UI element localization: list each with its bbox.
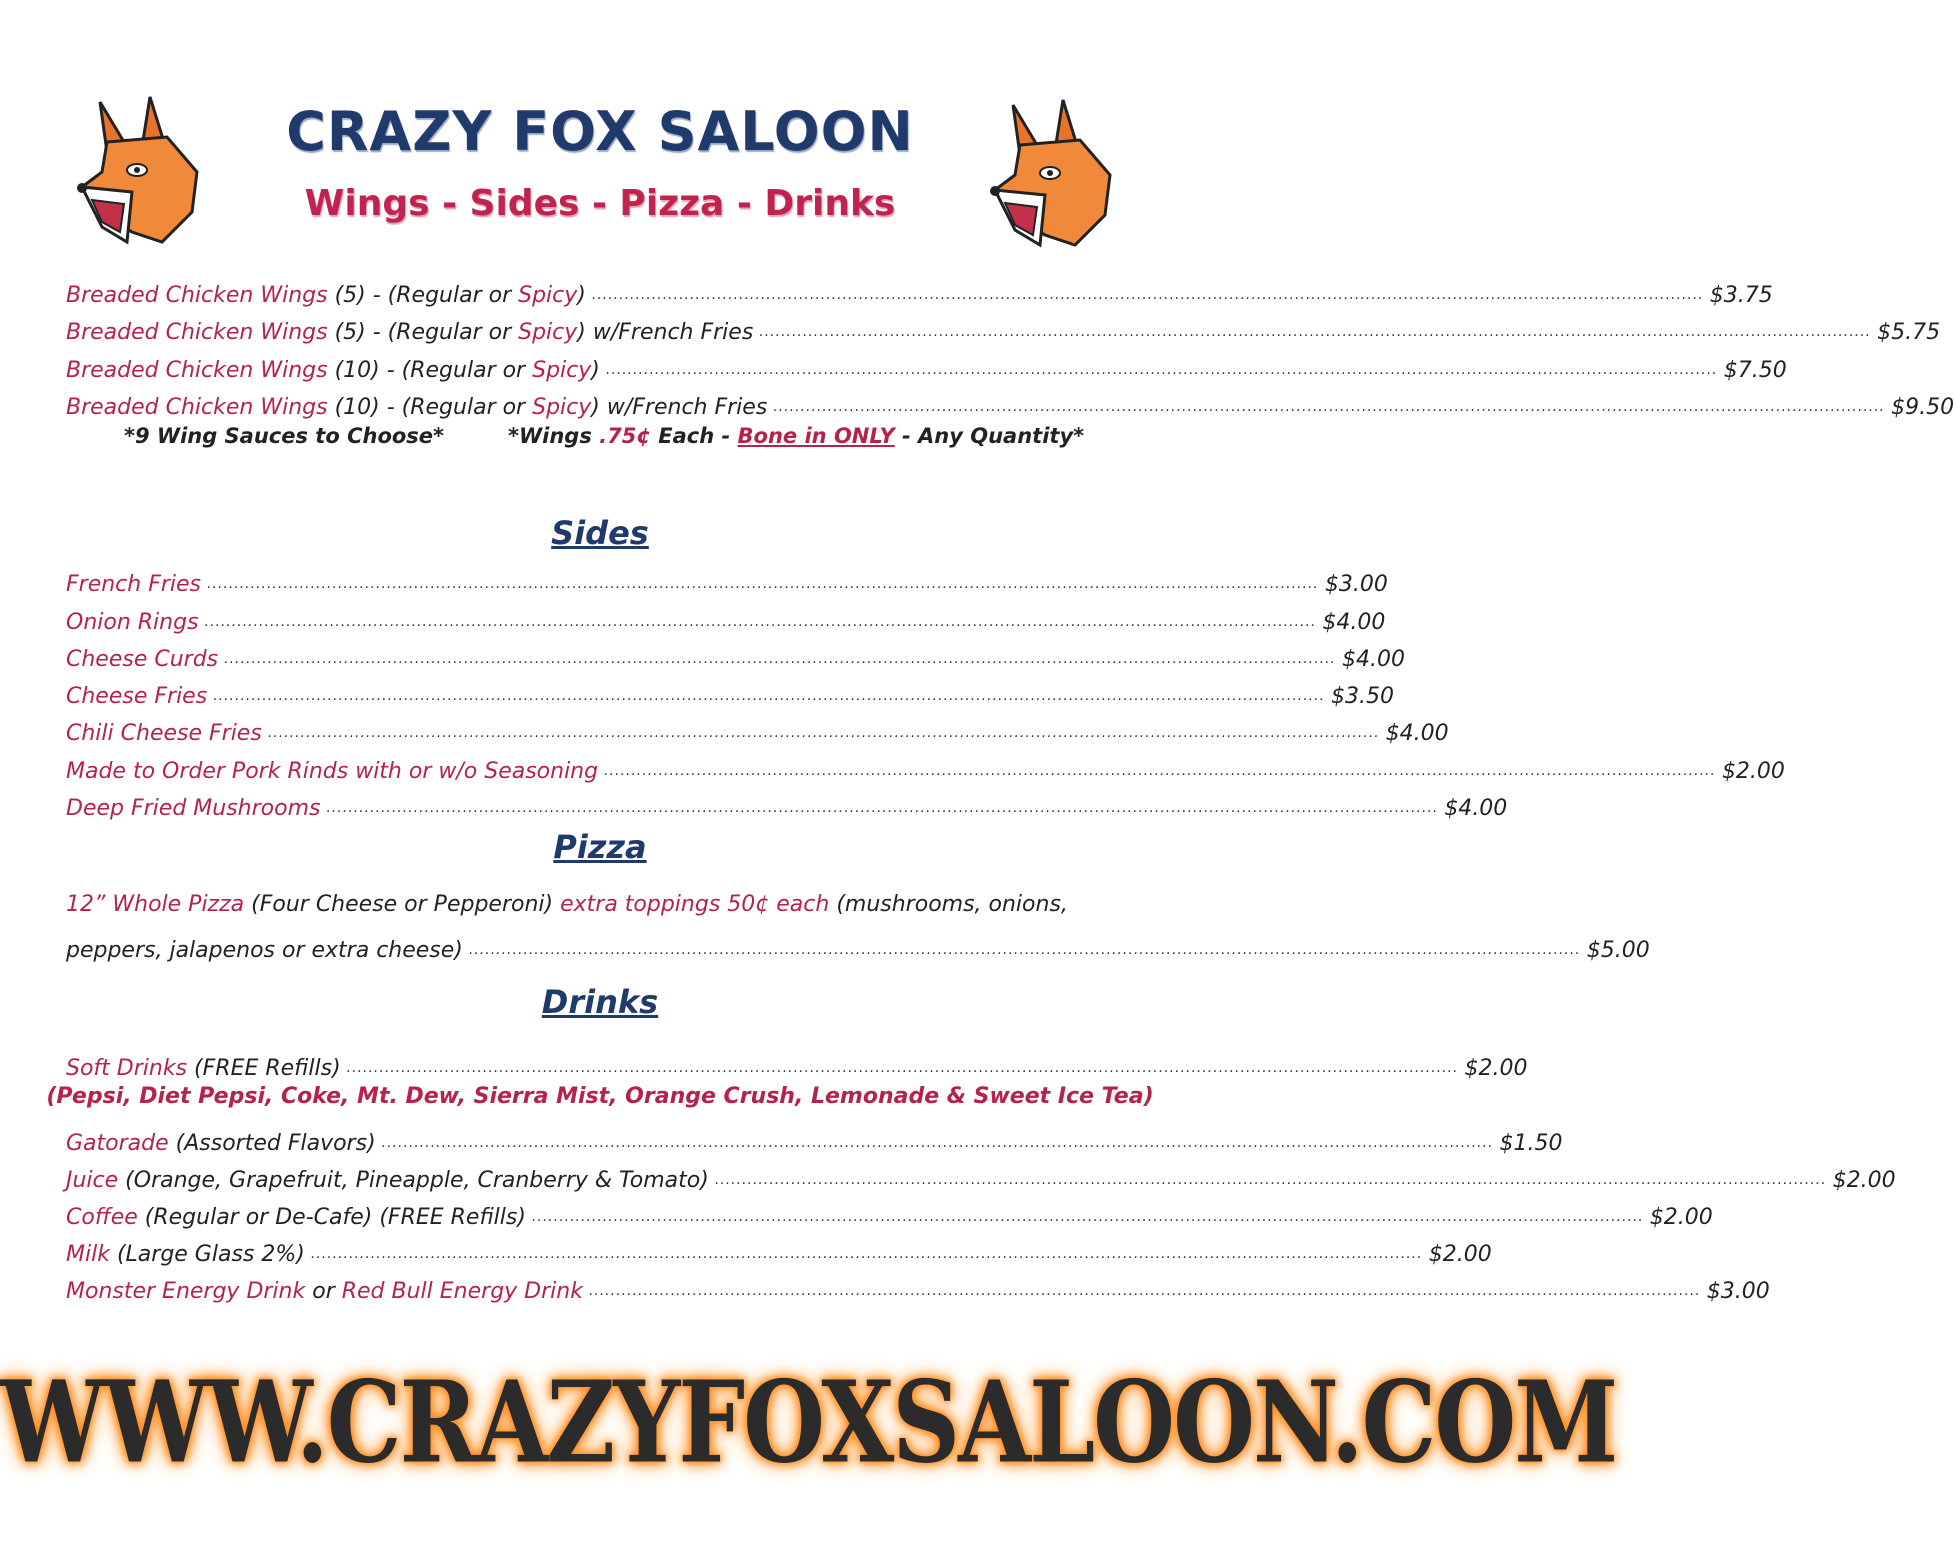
price: $5.75: [1877, 320, 1941, 345]
menu-item: Milk (Large Glass 2%) ..... $2.00: [66, 1233, 1118, 1267]
wing-sauces-note: *9 Wing Sauces to Choose*: [124, 424, 445, 448]
menu-item: Deep Fried Mushrooms ..... $4.00: [66, 787, 1118, 821]
price: $3.75: [1709, 283, 1773, 308]
menu-item: Cheese Fries ..... $3.50: [66, 675, 1118, 709]
menu-item: Coffee (Regular or De-Cafe) (FREE Refills) ..... $2.00: [66, 1196, 1118, 1230]
price: $9.50: [1891, 395, 1954, 420]
menu-item: Made to Order Pork Rinds with or w/o Seasoning ..... $2.00: [66, 750, 1118, 784]
menu-item: Gatorade (Assorted Flavors) ..... $1.50: [66, 1122, 1118, 1156]
page-title: CRAZY FOX SALOON: [286, 100, 914, 163]
section-heading-drinks: Drinks: [541, 983, 659, 1021]
wings-each-note: *Wings .75¢ Each - Bone in ONLY - Any Quantity*: [508, 424, 1085, 448]
menu-item: Juice (Orange, Grapefruit, Pineapple, Cranberry & Tomato) ..... $2.00: [66, 1159, 1118, 1193]
menu-item: Cheese Curds ..... $4.00: [66, 638, 1118, 672]
menu-item: Chili Cheese Fries ..... $4.00: [66, 712, 1118, 746]
menu-item-wings-5-fries: Breaded Chicken Wings (5) - (Regular or Spicy) w/French Fries ..... $5.75: [66, 311, 1118, 345]
menu-item-energy-drinks: Monster Energy Drink or Red Bull Energy Drink ..... $3.00: [66, 1270, 1118, 1304]
page-subtitle: Wings - Sides - Pizza - Drinks: [304, 183, 896, 224]
soft-drink-list: (Pepsi, Diet Pepsi, Coke, Mt. Dew, Sierra Mist, Orange Crush, Lemonade & Sweet Ice Tea): [46, 1084, 1154, 1109]
menu-item: Onion Rings ..... $4.00: [66, 601, 1118, 635]
section-heading-pizza: Pizza: [553, 828, 647, 866]
menu-item-wings-5: Breaded Chicken Wings (5) - (Regular or Spicy) ..... $3.75: [66, 274, 1118, 308]
menu-item-soft-drinks: Soft Drinks (FREE Refills) ..... $2.00: [66, 1047, 1118, 1081]
menu-item-wings-10: Breaded Chicken Wings (10) - (Regular or Spicy) ..... $7.50: [66, 349, 1118, 383]
menu-item-wings-10-fries: Breaded Chicken Wings (10) - (Regular or Spicy) w/French Fries ..... $9.50: [66, 386, 1118, 420]
menu-item-pizza: peppers, jalapenos or extra cheese) ..... $5.00: [66, 929, 1118, 963]
price: $7.50: [1723, 358, 1787, 383]
pizza-description: 12” Whole Pizza (Four Cheese or Pepperoni) extra toppings 50¢ each (mushrooms, onions,: [66, 892, 1068, 917]
section-heading-sides: Sides: [551, 514, 649, 552]
website-url: WWW.CRAZYFOXSALOON.COM: [0, 1357, 1617, 1489]
menu-item: French Fries ..... $3.00: [66, 563, 1118, 597]
